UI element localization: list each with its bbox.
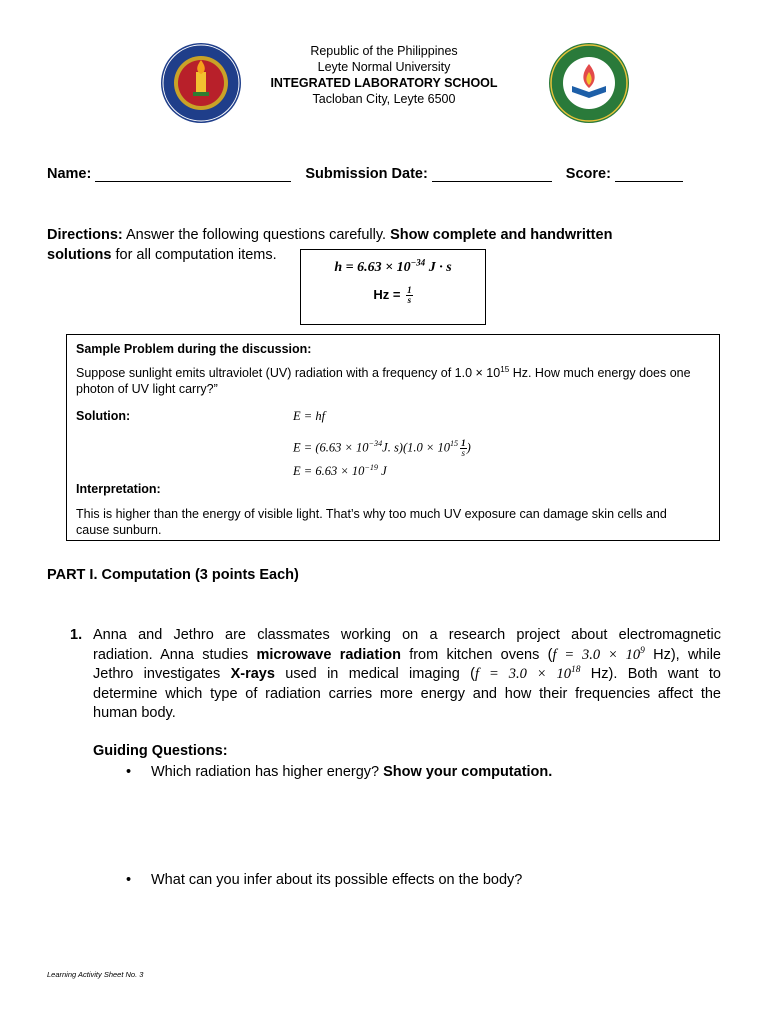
interpretation-text: This is higher than the energy of visible light. That’s why too much UV exposure can damage skin cells and cause sunburn.: [76, 507, 667, 537]
college-of-education-seal: [548, 42, 630, 124]
hertz-formula: Hz = $\frac{1}{s}$: [373, 285, 412, 305]
sample-problem-title: Sample Problem during the discussion:: [76, 342, 312, 356]
header-address: Tacloban City, Leyte 6500: [312, 92, 456, 106]
equation-1: E = hf: [293, 409, 326, 423]
score-blank[interactable]: [615, 167, 683, 182]
sample-problem-box: [66, 334, 720, 541]
question-1-number: 1.: [70, 627, 83, 643]
solution-label: Solution:: [76, 409, 131, 423]
directions-bold-2: solutions: [47, 246, 112, 263]
interpretation-label: Interpretation:: [76, 482, 161, 496]
score-label: Score:: [565, 166, 611, 182]
sample-problem-statement: Suppose sunlight emits ultraviolet (UV) radiation with a frequency of $1.0 \times 10^{15}$ Hz. How much energy does one photon of UV light carry?”: [76, 364, 691, 396]
part-1-title: PART I. Computation (3 points Each): [47, 567, 299, 583]
name-blank[interactable]: [95, 167, 291, 182]
guiding-question-1: • Which radiation has higher energy? Show your computation.: [126, 763, 552, 783]
question-1-text: Anna and Jethro are classmates working on a research project about electromagnetic radiation. Anna studies microwave radiation from kitchen ovens ($f = 3.0 \times 10^9$ Hz), while Jethro investigates X-rays used in medical imaging ($f = 3.0 \times 10^{18}$ Hz). Both want to determine which type of radiation carries more energy and how their frequencies affect the human body.: [93, 627, 721, 721]
header-university: Leyte Normal University: [317, 60, 451, 74]
directions-text-2: for all computation items.: [111, 246, 277, 263]
formula-box: [300, 249, 486, 325]
name-label: Name:: [47, 166, 92, 182]
directions-text-1: Answer the following questions carefully.: [122, 227, 391, 243]
directions-bold-1: Show complete and handwritten: [390, 227, 613, 243]
submission-date-label: Submission Date:: [305, 166, 428, 182]
directions-label: Directions:: [47, 227, 123, 243]
bullet-dot-icon: •: [126, 872, 132, 888]
bullet-dot-icon: •: [126, 764, 132, 780]
lnu-seal: [160, 42, 242, 124]
equation-2: $E = (6.63 \times 10^{-34}J$. $s)(1.0 \times 10^{15}$ $\frac{1}{s}$ ): [293, 438, 471, 458]
student-info-row: [47, 166, 697, 182]
guiding-question-2: • What can you infer about its possible effects on the body?: [126, 871, 522, 891]
guiding-questions-title: Guiding Questions:: [93, 743, 228, 759]
footer-text: Learning Activity Sheet No. 3: [47, 970, 144, 979]
equation-3: $E = 6.63 \times 10^{-19}$ J: [293, 462, 387, 478]
header-republic: Republic of the Philippines: [310, 44, 458, 58]
header-school: INTEGRATED LABORATORY SCHOOL: [270, 76, 498, 90]
header-block: [234, 43, 534, 107]
submission-date-blank[interactable]: [432, 167, 552, 182]
planck-constant-formula: $h = 6.63 \times 10^{-34}$ J · s: [334, 257, 452, 275]
